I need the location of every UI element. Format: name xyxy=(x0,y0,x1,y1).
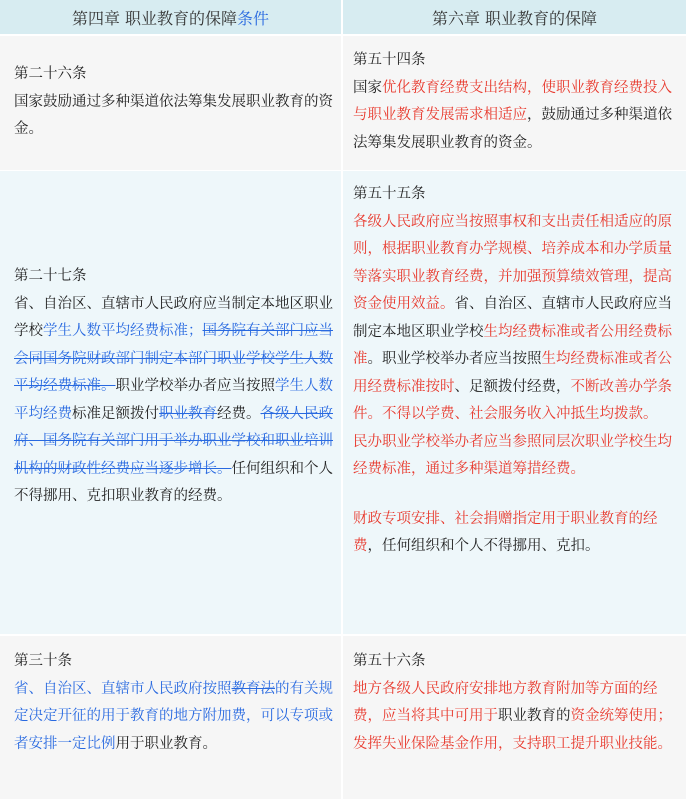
text-segment-deleted: 教育法 xyxy=(231,680,275,697)
article-title: 第二十七条 xyxy=(14,268,87,284)
text-segment-changed: 学生人数平均经费标准； xyxy=(43,323,203,339)
text-segment: 、足额拨付经费， xyxy=(454,378,571,395)
header-left-suffix: 条件 xyxy=(237,8,270,28)
text-segment-changed: 生均经费标准或者公用经费标准按时 xyxy=(353,351,672,395)
row2-left-cell xyxy=(0,171,341,634)
text-segment-changed: 优化教育经费支出结构，使职业教育经费投入与职业教育发展需求相适应 xyxy=(353,79,672,123)
article-text: 国家鼓励通过多种渠道依法筹集发展职业教育的资金。 xyxy=(14,93,333,137)
header-left-title: 第四章 职业教育的保障 xyxy=(71,8,238,28)
text-segment-changed: 地方各级人民政府安排地方教育附加等方面的经费，应当将其中可用于 xyxy=(353,680,658,724)
text-segment: 职业教育的 xyxy=(498,708,571,724)
text-segment-deleted: 国务院有关部门应当会同国务院财政部门制定本部门职业学校学生人数平均经费标准。 xyxy=(14,323,333,394)
text-segment: 职业学校举办者应当按照 xyxy=(115,378,275,394)
text-segment: 任何组织和个人不得挪用、克扣职业教育的经费。 xyxy=(14,460,333,504)
text-segment: 国家 xyxy=(353,79,382,96)
article-title: 第五十六条 xyxy=(353,653,426,669)
text-segment: 用于职业教育。 xyxy=(115,735,217,752)
article-title: 第三十条 xyxy=(14,653,72,669)
header-left xyxy=(0,0,341,34)
text-segment-changed: 的有关规定 xyxy=(14,680,333,724)
text-segment: ，鼓励通过多种渠道依法筹集发展职业教育的资金。 xyxy=(353,107,672,151)
text-segment: 省、自治区、直辖市人民政府应当制定本地区职业学校 xyxy=(353,296,672,340)
header-right xyxy=(343,0,686,34)
row3-left-cell xyxy=(0,636,341,799)
text-segment-deleted: 职业教育 xyxy=(159,405,217,422)
article-title: 第五十五条 xyxy=(353,186,426,202)
text-segment-changed: 生均经费标准或者公用经费标准 xyxy=(353,323,672,367)
text-segment: 标准足额拨付 xyxy=(72,405,159,422)
text-segment: 经费。 xyxy=(217,405,261,422)
text-segment-changed: 资金统筹使用；发挥失业保险基金作用，支持职工提升职业技能。 xyxy=(353,708,672,752)
text-segment: 省、自治区、直辖市人民政府应当制定本地区职业学校 xyxy=(14,295,333,339)
row3-right-cell xyxy=(343,636,686,799)
text-segment: 。职业学校举办者应当按照 xyxy=(367,351,542,367)
text-segment-changed: 不断改善办学条件。不得以学费、社会服务收入冲抵生均拨款。 xyxy=(353,378,672,422)
text-segment-changed: 学生人数平均经费 xyxy=(14,378,333,422)
text-segment-changed: 财政专项安排、社会捐赠指定用于职业教育的经费 xyxy=(353,510,658,554)
text-segment-deleted: 各级人民政府、国务院有关部门用于举办职业学校和职业培训机构的财政性经费应当逐步增长。 xyxy=(14,405,333,477)
header-right-title: 第六章 职业教育的保障 xyxy=(431,8,598,28)
text-segment: ，任何组织和个人不得挪用、克扣。 xyxy=(367,538,600,554)
article-title: 第二十六条 xyxy=(14,66,87,82)
text-segment-changed: 各级人民政府应当按照事权和支出责任相适应的原则，根据职业教育办学规模、培养成本和办学质量等落实职业教育经费，并加强预算绩效管理，提高资金使用效益。 xyxy=(353,213,672,312)
row1-right-cell xyxy=(343,36,686,170)
row1-left-cell xyxy=(0,36,341,170)
text-segment-changed: 决定开征的用于教育的地方附加费，可以专项或者安排一定比例 xyxy=(14,708,333,752)
text-segment-changed: 省、自治区、直辖市人民政府按照 xyxy=(14,680,232,697)
article-title: 第五十四条 xyxy=(353,52,426,68)
row2-right-cell xyxy=(343,171,686,634)
text-segment-changed: 民办职业学校举办者应当参照同层次职业学校生均经费标准，通过多种渠道筹措经费。 xyxy=(353,433,672,477)
